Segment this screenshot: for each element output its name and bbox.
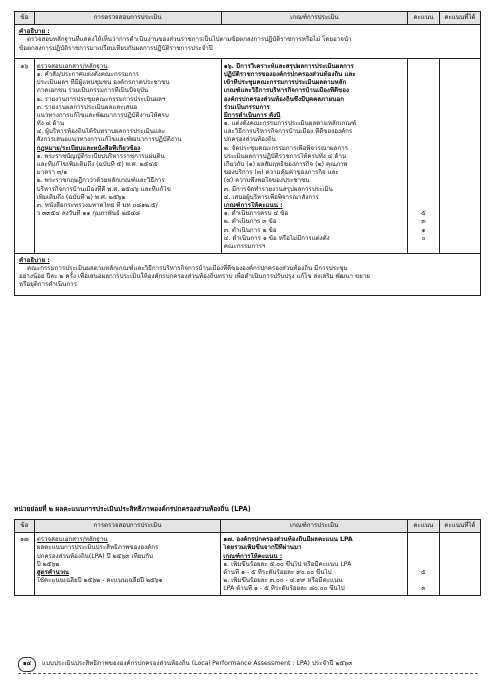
text-line: ๒. จัดประชุมคณะกรรมการเพื่อพิจารณาผลการ: [223, 144, 349, 152]
assessment-table-2: [14, 519, 481, 596]
text-line: องค์กรปกครองส่วนท้องถิ่นซึ่งมีบุคคลภายนอก: [223, 95, 344, 103]
text-line: เข้าที่ประชุมคณะกรรมการประเมินผลตามหลัก: [223, 79, 347, 87]
text-line: ๓. หนังสือกระทรวงมหาดไทย ที่ มท ๐๘๑๒.๕/: [36, 201, 158, 209]
text-line: ประเมินผลฯ ที่มีผู้แทนชุมชน องค์กรภาคประชาชน: [36, 79, 170, 87]
explanation2-label: คำอธิบาย :: [19, 256, 50, 264]
text-line: บริหารกิจการบ้านเมืองที่ดี พ.ศ. ๒๕๔๖ และที่แก้ไข: [36, 185, 171, 193]
text-line: ๒. พระราชกฤษฎีกาว่าด้วยหลักเกณฑ์และวิธีการ: [36, 177, 165, 185]
text-line: ของบริการ (๓) ความคุ้มค่าของภารกิจ และ: [223, 169, 339, 177]
footer-title: แบบประเมินประสิทธิภาพขององค์กรปกครองส่วนท้องถิ่น (Local Performance Assessment : LPA) ประจำปี ๒๕๖๓: [42, 659, 353, 667]
text-line: เกณฑ์และวิธีการบริหารกิจการบ้านเมืองที่ดีของ: [223, 87, 350, 95]
text-line: ปฏิบัติราชการขององค์กรปกครองส่วนท้องถิ่น และ: [223, 70, 356, 78]
text-line: ว ๓๓๕๔ ลงวันที่ ๑๑ กุมภาพันธ์ ๒๕๔๘: [36, 210, 140, 218]
score-value: ๕: [421, 210, 426, 218]
header-no: ข้อ: [15, 520, 35, 533]
score-value: ๓: [421, 585, 426, 593]
text-line: ร่วมเป็นกรรมการ: [223, 103, 270, 111]
header-criteria: เกณฑ์การประเมิน: [221, 12, 407, 25]
text-line: สูตรคำนวณ: [36, 568, 69, 576]
explanation2-line: อย่างน้อย ปีละ ๒ ครั้ง เพื่อเสนอผลการประเมินให้องค์กรปกครองส่วนท้องถิ่นทราบ เพื่อดำเนินการปรับปรุง แก้ไข ส่งเสริม พัฒนา ขยาย: [19, 272, 370, 280]
text-line: ๑. แต่งตั้งคณะกรรมการประเมินผลตามหลักเกณฑ์: [223, 120, 357, 128]
header-item: การตรวจสอบการประเมิน: [34, 12, 221, 25]
text-line: ตรวจสอบเอกสาร/หลักฐาน: [36, 62, 108, 70]
evidence-cell: [34, 58, 221, 253]
text-line: ๑๖. มีการวิเคราะห์และสรุปผลการประเมินผลการ: [223, 62, 354, 70]
text-line: ๓. ดำเนินการ ๒ ข้อ: [223, 226, 277, 234]
text-line: เพิ่มเติมถึง (ฉบับที่ ๒) พ.ศ. ๒๕๖๒: [36, 193, 126, 201]
criteria-cell: [221, 58, 407, 253]
text-line: มาตรา ๓/๑: [36, 169, 68, 177]
score-values: [410, 63, 437, 242]
text-line: ๔. ผู้บริหารท้องถิ่นได้รับทราบผลการประเมินและ: [36, 128, 166, 136]
text-line: สั่งการเสนอแนวทางการแก้ไขและพัฒนาการปฏิบัติงาน: [36, 136, 182, 144]
text-line: ใช้คะแนนเฉลี่ยปี ๒๕๖๒ - คะแนนเฉลี่ยปี ๒๕๖๑: [36, 577, 163, 585]
criteria-lines: [223, 536, 405, 561]
got-score-cell: [439, 58, 480, 253]
text-line: เกณฑ์การให้คะแนน :: [223, 552, 283, 560]
score-cell: [407, 533, 439, 596]
explanation-row-2: [15, 253, 481, 296]
table-header-row: [15, 12, 481, 25]
text-line: คณะกรรมการฯ: [223, 242, 266, 250]
explanation2-line: คณะกรรมการประเมินผลตามหลักเกณฑ์และวิธีการบริหารกิจการบ้านเมืองที่ดีขององค์กรปกครองส่วนท้องถิ่น มีการประชุม: [27, 264, 348, 272]
text-line: ๒. รายงานการประชุมคณะกรรมการประเมินผลฯ: [36, 95, 166, 103]
criteria-lines: [224, 63, 405, 210]
header-score: คะแนน: [408, 12, 440, 25]
row-number: ๑๗: [15, 533, 35, 596]
text-line: ตรวจสอบเอกสาร/หลักฐาน: [36, 536, 108, 544]
text-line: ผลคะแนนการประเมินประสิทธิภาพขององค์กร: [36, 544, 159, 552]
explanation-label: คำอธิบาย :: [19, 28, 50, 36]
explanation2-line: หรือยุติการดำเนินการ: [19, 281, 77, 289]
text-line: โดยรวมเพิ่มขึ้นจากปีที่ผ่านมา: [223, 544, 302, 552]
score-value: ๕: [420, 568, 426, 576]
explanation-cell: [15, 25, 481, 59]
explanation-line: ตรวจสอบหลักฐานที่แสดงให้เห็นว่าการดำเนินงานของส่วนราชการเป็นไปตามข้อตกลงการปฏิบัติราชการหรือไม่ โดยอาจนำ: [27, 36, 352, 44]
text-line: (๔) ความพึงพอใจของประชาชน: [223, 177, 310, 185]
text-line: กฎหมาย/ระเบียบและหนังสือที่เกี่ยวข้อง: [36, 144, 141, 152]
evidence-lines: [37, 63, 219, 219]
text-line: มีการดำเนินการ ดังนี้: [223, 111, 281, 119]
score-value: ๐: [421, 234, 426, 242]
text-line: แนวทางการแก้ไขและพัฒนาการปฏิบัติงานให้ครบ: [36, 111, 169, 119]
text-line: ๑. คำสั่ง/ประกาศแต่งตั้งคณะกรรมการ: [36, 70, 140, 78]
explanation-row: [15, 25, 481, 59]
score-value: ๓: [421, 218, 426, 226]
score-cell: [408, 58, 440, 253]
text-line: ๔. ดำเนินการ ๑ ข้อ หรือไม่มีการแต่งตั้ง: [223, 234, 330, 242]
assessment-table-1: [14, 11, 481, 296]
table-row: [15, 58, 481, 253]
criteria-cell: [221, 533, 408, 596]
text-line: ๒. ดำเนินการ ๓ ข้อ: [223, 218, 277, 226]
score-value: ๑: [421, 226, 426, 234]
scoring-lines: [223, 561, 405, 594]
header-got: คะแนนที่ได้: [439, 520, 480, 533]
footer-divider: [18, 673, 478, 674]
row-number: ๑๖: [15, 58, 35, 253]
text-line: เกี่ยวกับ (๑) ผลสัมฤทธิ์ของภารกิจ (๒) คุณภาพ: [223, 161, 348, 168]
table-row: [15, 533, 481, 596]
text-line: ๑. พระราชบัญญัติระเบียบบริหารราชการแผ่นดิน: [36, 152, 165, 160]
text-line: เกณฑ์การให้คะแนน :: [223, 201, 283, 209]
evidence-lines: [37, 536, 219, 585]
page-number: ๑๔: [18, 657, 36, 672]
header-got: คะแนนที่ได้: [439, 12, 480, 25]
text-line: ด้านที่ ๑ - ๕ ที่ระดับร้อยละ ๙๐.๐๐ ขึ้นไป: [223, 568, 332, 576]
explanation2-cell: [15, 253, 481, 296]
text-line: ๑๗. องค์กรปกครองส่วนท้องถิ่นมีผลคะแนน LPA: [223, 536, 353, 544]
header-item: การตรวจสอบการประเมิน: [34, 520, 221, 533]
text-line: ปี ๒๕๖๒: [36, 560, 60, 568]
explanation-line: ข้อตกลงการปฏิบัติราชการมาเปรียบเทียบกับผลการปฏิบัติราชการประจำปี: [19, 44, 213, 52]
text-line: ปกครองส่วนท้องถิ่น: [223, 136, 276, 144]
text-line: ๑. เพิ่มขึ้นร้อยละ ๕.๐๐ ขึ้นไป หรือมีคะแนน LPA: [223, 560, 352, 568]
scoring-lines: [224, 210, 405, 251]
evidence-cell: [34, 533, 221, 596]
text-line: และวิธีการบริหารกิจการบ้านเมือง ที่ดีขององค์กร: [223, 128, 353, 136]
table-header-row: [15, 520, 481, 533]
text-line: ประเมินผลการปฏิบัติราชการให้ครบทั้ง ๔ ด้าน: [223, 152, 347, 160]
page-footer: [18, 656, 478, 672]
text-line: และที่แก้ไขเพิ่มเติมถึง (ฉบับที่ ๕) พ.ศ. ๒๕๔๕: [36, 161, 158, 168]
got-score-cell: [439, 533, 480, 596]
header-no: ข้อ: [15, 12, 35, 25]
text-line: ทั้ง ๔ ด้าน: [36, 120, 65, 128]
text-line: ๔. เสนอผู้บริหารเพื่อพิจารณาสั่งการ: [223, 193, 319, 201]
text-line: ภาคเอกชน ร่วมเป็นกรรมการที่เป็นปัจจุบัน: [36, 87, 149, 95]
section-2-title: หน่วยย่อยที่ ๒ ผลคะแนนการประเมินประสิทธิภาพองค์กรปกครองส่วนท้องถิ่น (LPA): [14, 505, 251, 513]
text-line: ๒. เพิ่มขึ้นร้อยละ ๓.๐๐ - ๔.๙๙ หรือมีคะแนน: [223, 577, 343, 585]
text-line: ๓. รายงานผลการประเมินผลและเสนอ: [36, 103, 138, 111]
text-line: ปกครองส่วนท้องถิ่น(LPA) ปี ๒๕๖๓ เทียบกับ: [36, 552, 153, 560]
header-criteria: เกณฑ์การประเมิน: [221, 520, 408, 533]
text-line: ๓. มีการจัดทำรายงานสรุปผลการประเมิน: [223, 185, 333, 193]
text-line: ๑. ดำเนินการครบ ๔ ข้อ: [223, 210, 289, 218]
text-line: LPA ด้านที่ ๑ - ๕ ที่ระดับร้อยละ ๘๐.๐๐ ขึ้นไป: [223, 585, 345, 593]
score-values: [410, 536, 437, 593]
header-score: คะแนน: [407, 520, 439, 533]
